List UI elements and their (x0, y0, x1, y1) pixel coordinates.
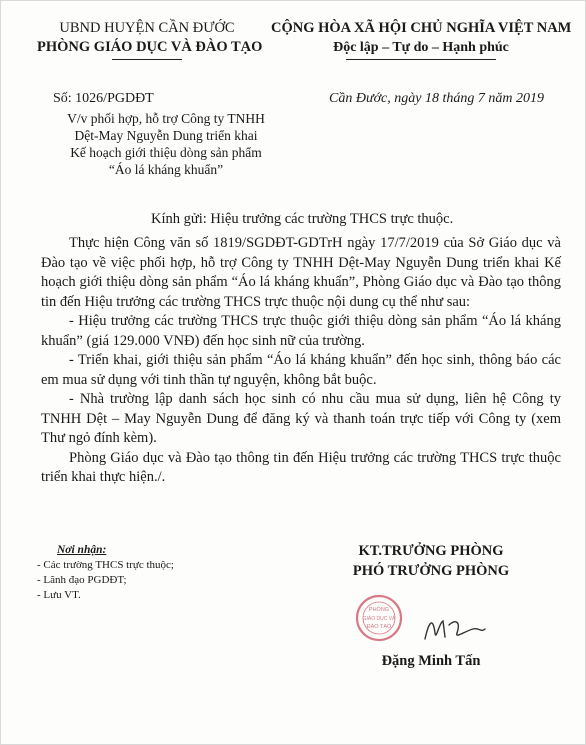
recipients-block (37, 543, 174, 603)
svg-text:GIÁO DỤC VÀ: GIÁO DỤC VÀ (362, 616, 396, 622)
subject-block (41, 110, 291, 178)
department-name: PHÒNG GIÁO DỤC VÀ ĐÀO TẠO (37, 39, 263, 55)
signer-block (321, 541, 541, 581)
signer-title-2: PHÓ TRƯỞNG PHÒNG (352, 563, 510, 579)
recipient-item: - Các trường THCS trực thuộc; (37, 559, 174, 571)
subject-line: “Áo lá kháng khuẩn” (108, 162, 224, 177)
handwritten-signature (421, 611, 491, 647)
official-seal-stamp (355, 594, 403, 642)
subject-line: V/v phối hợp, hỗ trợ Công ty TNHH (67, 111, 265, 126)
body-paragraph: Thực hiện Công văn số 1819/SGDĐT-GDTrH ngày 17/7/2019 của Sở Giáo dục và Đào tạo về việc phối hợp, hỗ trợ Công ty TNHH Dệt-May Nguyễn Dung triển khai Kế hoạch giới thiệu dòng sản phẩm “Áo lá kháng khuẩn”, Phòng Giáo dục và Đào tạo thông tin đến Hiệu trưởng các trường THCS trực thuộc nội dung cụ thể như sau: (41, 235, 561, 310)
agency-name: UBND HUYỆN CẦN ĐƯỚC (59, 20, 235, 36)
letter-body (41, 234, 561, 488)
motto-underline (346, 59, 496, 60)
svg-text:ĐÀO TẠO: ĐÀO TẠO (366, 624, 392, 630)
document-number: Số: 1026/PGDĐT (53, 91, 154, 106)
national-motto: Độc lập – Tự do – Hạnh phúc (333, 40, 509, 55)
recipient-item: - Lưu VT. (37, 589, 81, 601)
nation-title: CỘNG HÒA XÃ HỘI CHỦ NGHĨA VIỆT NAM (271, 20, 572, 36)
recipients-title: Nơi nhận: (57, 544, 107, 556)
issuer-header (37, 19, 263, 60)
place-and-date: Cần Đước, ngày 18 tháng 7 năm 2019 (329, 91, 544, 106)
subject-line: Dệt-May Nguyễn Dung triển khai (74, 128, 258, 143)
signer-name: Đặng Minh Tấn (381, 653, 481, 669)
body-bullet: - Hiệu trưởng các trường THCS trực thuộc giới thiệu dòng sản phẩm “Áo lá kháng khuẩn” (giá 129.000 VNĐ) đến học sinh nữ của trường. (41, 313, 561, 349)
signer-title-1: KT.TRƯỞNG PHÒNG (358, 543, 504, 559)
recipient-item: - Lãnh đạo PGDĐT; (37, 574, 127, 586)
body-bullet: - Nhà trường lập danh sách học sinh có nhu cầu mua sử dụng, liên hệ Công ty TNHH Dệt – May Nguyễn Dung để đăng ký và thanh toán trực tiếp với Công ty (xem Thư ngỏ đính kèm). (41, 391, 561, 446)
svg-text:PHÒNG: PHÒNG (368, 607, 390, 613)
salutation: Kính gửi: Hiệu trưởng các trường THCS trực thuộc. (151, 211, 454, 227)
department-underline (112, 59, 182, 60)
closing-paragraph: Phòng Giáo dục và Đào tạo thông tin đến Hiệu trưởng các trường THCS trực thuộc triển khai thực hiện./. (41, 449, 561, 485)
subject-line: Kế hoạch giới thiệu dòng sản phẩm (70, 145, 262, 160)
national-header (271, 19, 571, 60)
body-bullet: - Triển khai, giới thiệu sản phẩm “Áo lá kháng khuẩn” đến học sinh, thông báo các em mua sử dụng với tinh thần tự nguyện, không bắt buộc. (41, 352, 561, 388)
